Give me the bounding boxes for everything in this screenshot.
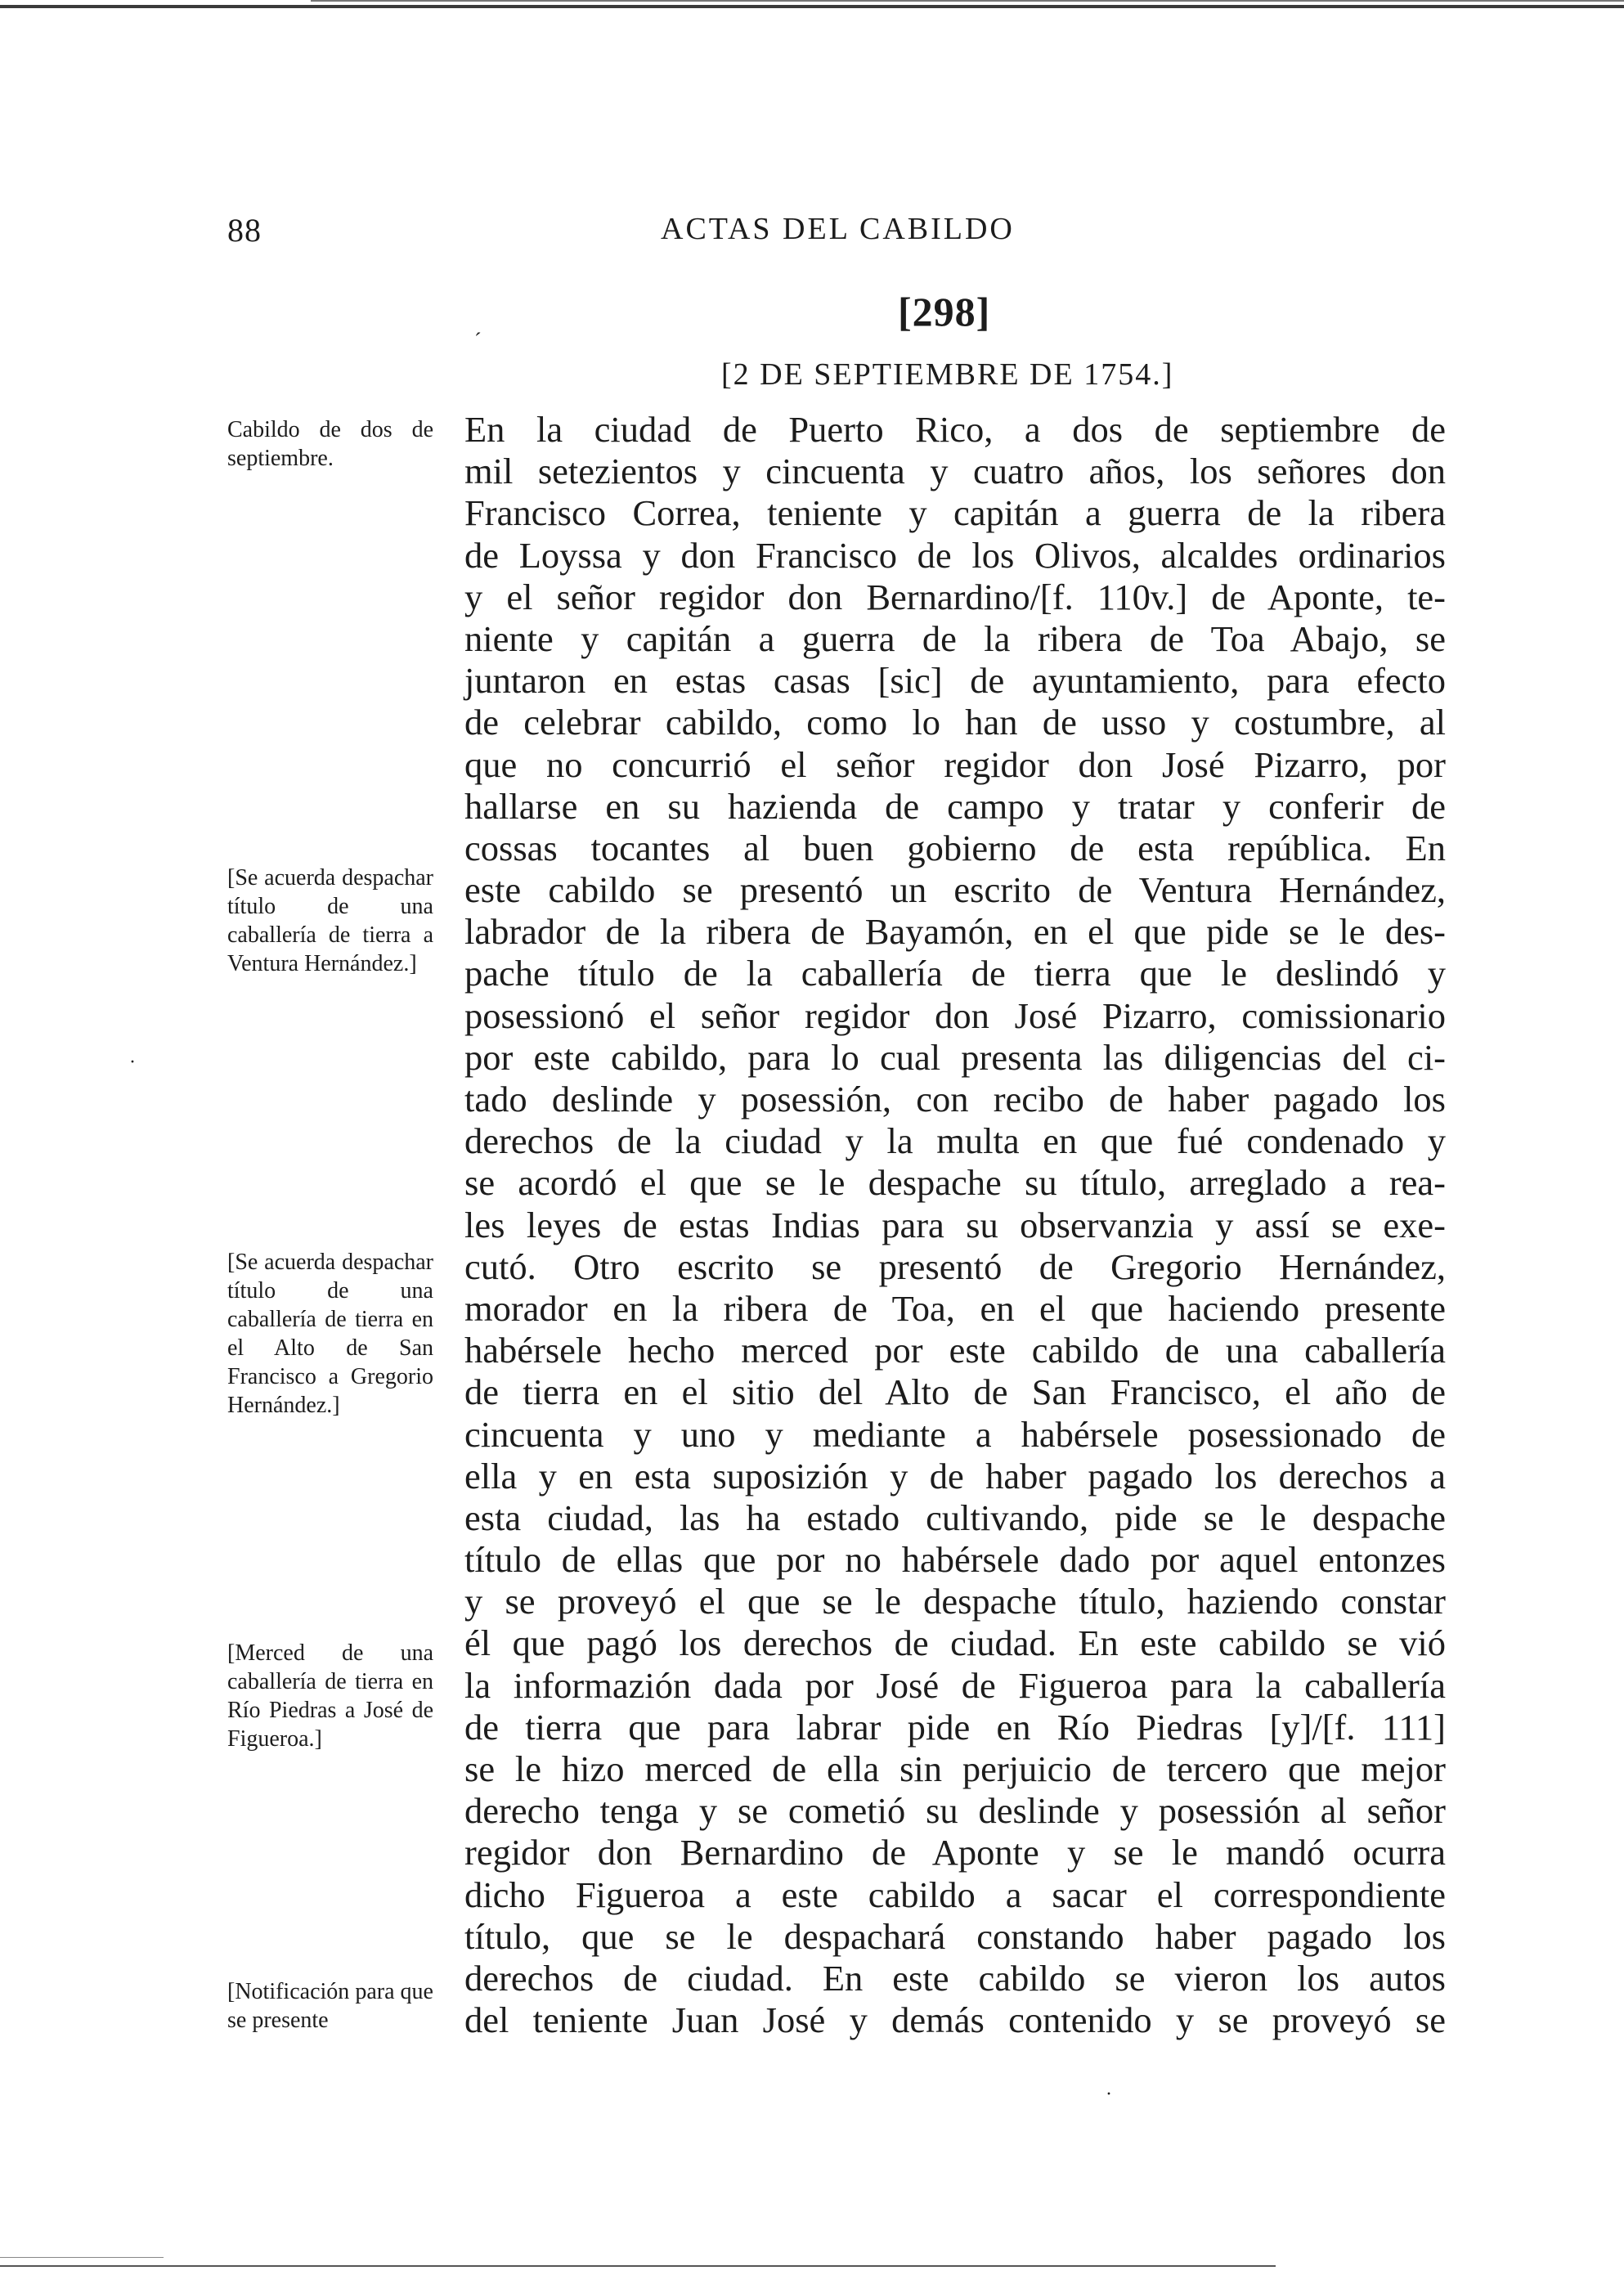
- text-line: de tierra en el sitio del Alto de San Francisco, el año de: [464, 1371, 1446, 1413]
- text-line: y el señor regidor don Bernardino/[f. 110v.] de Aponte, te-: [464, 576, 1446, 617]
- text-line: la informazión dada por José de Figueroa para la caballería: [464, 1664, 1446, 1706]
- text-line: derechos de ciudad. En este cabildo se vieron los autos: [464, 1957, 1446, 1999]
- text-line: se le hizo merced de ella sin perjuicio de tercero que mejor: [464, 1748, 1446, 1789]
- marginal-note: [Notificación para que se presente: [227, 1979, 433, 2033]
- text-line: Francisco Correa, teniente y capitán a guerra de la ribera: [464, 492, 1446, 534]
- body-text: [464, 409, 1446, 2041]
- text-line: que no concurrió el señor regidor don José Pizarro, por: [464, 743, 1446, 785]
- text-line: niente y capitán a guerra de la ribera de Toa Abajo, se: [464, 617, 1446, 659]
- text-line: se acordó el que se le despache su título, arreglado a rea-: [464, 1162, 1446, 1204]
- text-line: del teniente Juan José y demás contenido y se proveyó se: [464, 1999, 1446, 2041]
- text-line: En la ciudad de Puerto Rico, a dos de septiembre de: [464, 409, 1446, 450]
- page-number: 88: [227, 212, 262, 249]
- text-line: título, que se le despachará constando haber pagado los: [464, 1915, 1446, 1957]
- text-line: de tierra que para labrar pide en Río Piedras [y]/[f. 111]: [464, 1706, 1446, 1748]
- text-line: ella y en esta suposizión y de haber pagado los derechos a: [464, 1455, 1446, 1496]
- bottom-edge-rule: [0, 2257, 164, 2258]
- text-line: este cabildo se presentó un escrito de Ventura Hernández,: [464, 869, 1446, 911]
- text-line: de celebrar cabildo, como lo han de usso y costumbre, al: [464, 702, 1446, 743]
- running-head: ACTAS DEL CABILDO: [661, 212, 1015, 246]
- text-line: juntaron en estas casas [sic] de ayuntamiento, para efecto: [464, 660, 1446, 702]
- top-border-rule: [0, 5, 1624, 8]
- text-line: habérsele hecho merced por este cabildo de una caballería: [464, 1330, 1446, 1371]
- text-line: cutó. Otro escrito se presentó de Gregorio Hernández,: [464, 1245, 1446, 1287]
- marginal-note: [Merced de una caballería de tierra en Río Piedras a José de Figueroa.]: [227, 1640, 433, 1752]
- text-line: posessionó el señor regidor don José Pizarro, comissionario: [464, 994, 1446, 1036]
- text-line: dicho Figueroa a este cabildo a sacar el correspondiente: [464, 1873, 1446, 1915]
- text-line: derechos de la ciudad y la multa en que fué condenado y: [464, 1120, 1446, 1162]
- text-line: cossas tocantes al buen gobierno de esta república. En: [464, 827, 1446, 868]
- text-line: labrador de la ribera de Bayamón, en el que pide se le des-: [464, 911, 1446, 953]
- text-line: pache título de la caballería de tierra que le deslindó y: [464, 953, 1446, 994]
- stray-dot-mark: ·: [1106, 2084, 1112, 2105]
- text-line: morador en la ribera de Toa, en el que haciendo presente: [464, 1287, 1446, 1329]
- text-line: regidor don Bernardino de Aponte y se le mandó ocurra: [464, 1832, 1446, 1873]
- text-line: cincuenta y uno y mediante a habérsele posessionado de: [464, 1413, 1446, 1455]
- text-line: mil setezientos y cincuenta y cuatro años, los señores don: [464, 451, 1446, 492]
- act-number: [298]: [898, 289, 991, 334]
- text-line: les leyes de estas Indias para su observanzia y assí se exe-: [464, 1204, 1446, 1245]
- marginal-note: [Se acuerda despachar título de una caballería de tierra a Ventura Hernández.]: [227, 865, 433, 976]
- bottom-border-rule: [0, 2265, 1276, 2267]
- text-line: de Loyssa y don Francisco de los Olivos, alcaldes ordinarios: [464, 534, 1446, 576]
- text-line: él que pagó los derechos de ciudad. En este cabildo se vió: [464, 1622, 1446, 1664]
- text-line: título de ellas que por no habérsele dado por aquel entonzes: [464, 1539, 1446, 1581]
- marginal-note: [Se acuerda despachar título de una caballería de tierra en el Alto de San Francisco a Gregorio Hernández.]: [227, 1250, 433, 1418]
- text-line: por este cabildo, para lo cual presenta las diligencias del ci-: [464, 1036, 1446, 1078]
- text-line: derecho tenga y se cometió su deslinde y posessión al señor: [464, 1790, 1446, 1832]
- text-line: esta ciudad, las ha estado cultivando, pide se le despache: [464, 1496, 1446, 1538]
- marginal-note: Cabildo de dos de septiembre.: [227, 417, 433, 471]
- act-date: [2 DE SEPTIEMBRE DE 1754.]: [721, 357, 1174, 392]
- stray-tick-mark: ˊ: [474, 329, 482, 352]
- text-line: tado deslinde y posessión, con recibo de haber pagado los: [464, 1079, 1446, 1120]
- text-line: y se proveyó el que se le despache título, haziendo constar: [464, 1581, 1446, 1622]
- top-edge-rule: [311, 0, 1624, 2]
- text-line: hallarse en su hazienda de campo y tratar y conferir de: [464, 785, 1446, 827]
- stray-dot-mark: ·: [129, 1052, 136, 1073]
